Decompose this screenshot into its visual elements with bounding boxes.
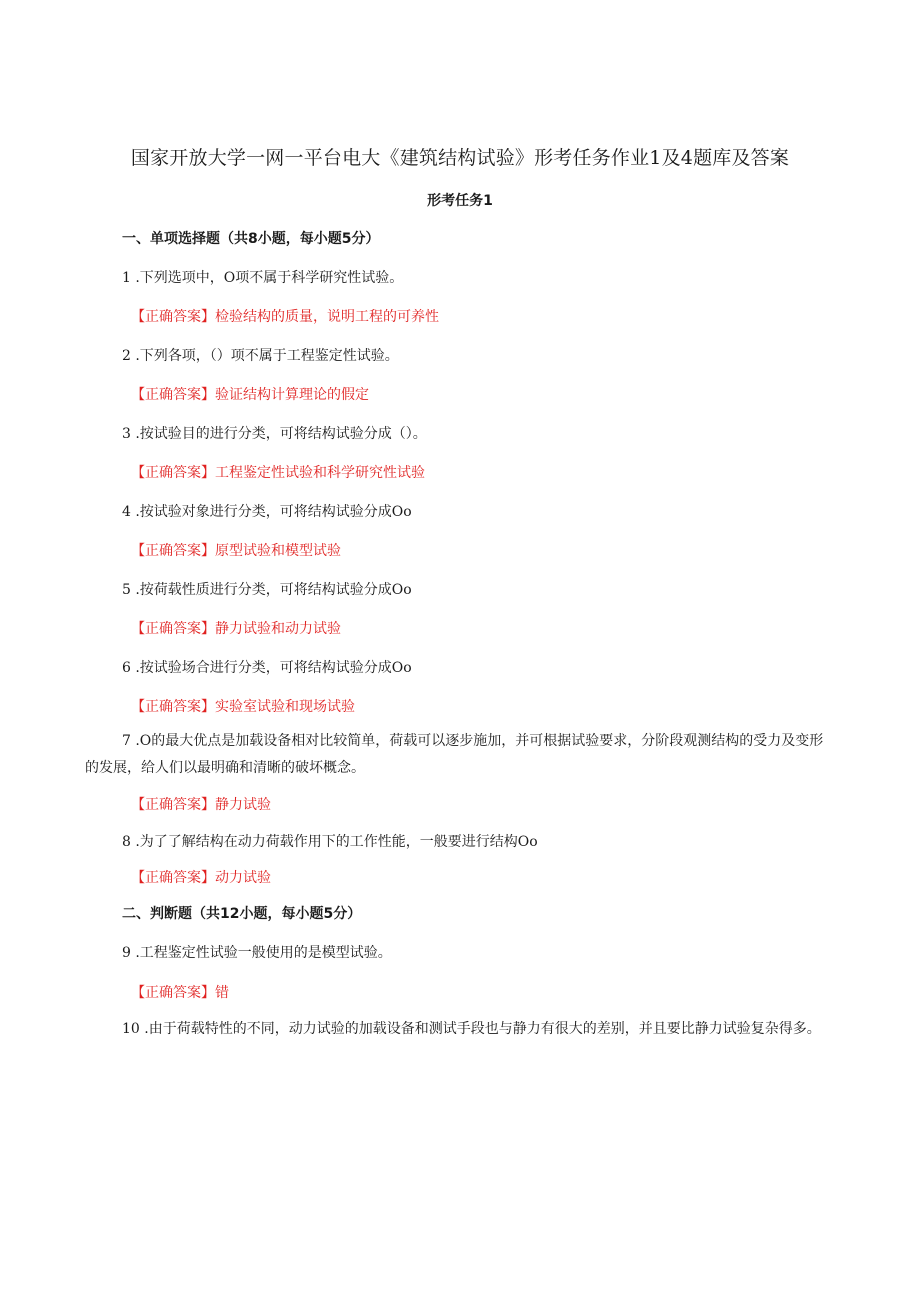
answer-7: 【正确答案】静力试验 bbox=[131, 797, 271, 813]
task-title: 形考任务1 bbox=[427, 193, 493, 209]
question-8: 8 .为了了解结构在动力荷载作用下的工作性能，一般要进行结构Oo bbox=[122, 834, 538, 850]
answer-3: 【正确答案】工程鉴定性试验和科学研究性试验 bbox=[131, 465, 425, 481]
answer-2: 【正确答案】验证结构计算理论的假定 bbox=[131, 387, 369, 403]
question-1: 1 .下列选项中，O项不属于科学研究性试验。 bbox=[122, 270, 404, 286]
question-6: 6 .按试验场合进行分类，可将结构试验分成Oo bbox=[122, 660, 412, 676]
document-title: 国家开放大学一网一平台电大《建筑结构试验》形考任务作业1及4题库及答案 bbox=[130, 147, 790, 169]
section-heading-single-choice: 一、单项选择题（共8小题，每小题5分） bbox=[122, 231, 380, 247]
answer-6: 【正确答案】实验室试验和现场试验 bbox=[131, 699, 355, 715]
question-9: 9 .工程鉴定性试验一般使用的是模型试验。 bbox=[122, 945, 392, 961]
question-5: 5 .按荷载性质进行分类，可将结构试验分成Oo bbox=[122, 582, 412, 598]
question-7: 7 .O的最大优点是加载设备相对比较简单，荷载可以逐步施加，并可根据试验要求，分阶段观测结构的受力及变形的发展，给人们以最明确和清晰的破坏概念。 bbox=[85, 733, 824, 776]
question-3: 3 .按试验目的进行分类，可将结构试验分成（）。 bbox=[122, 426, 427, 442]
answer-1: 【正确答案】检验结构的质量，说明工程的可养性 bbox=[131, 309, 439, 325]
answer-4: 【正确答案】原型试验和模型试验 bbox=[131, 543, 341, 559]
answer-9: 【正确答案】错 bbox=[131, 985, 229, 1001]
answer-5: 【正确答案】静力试验和动力试验 bbox=[131, 621, 341, 637]
question-4: 4 .按试验对象进行分类，可将结构试验分成Oo bbox=[122, 504, 412, 520]
section-heading-true-false: 二、判断题（共12小题，每小题5分） bbox=[122, 906, 362, 922]
question-2: 2 .下列各项，（）项不属于工程鉴定性试验。 bbox=[122, 348, 399, 364]
answer-8: 【正确答案】动力试验 bbox=[131, 870, 271, 886]
question-10: 10 .由于荷载特性的不同，动力试验的加载设备和测试手段也与静力有很大的差别，并且要比静力试验复杂得多。 bbox=[122, 1021, 821, 1037]
